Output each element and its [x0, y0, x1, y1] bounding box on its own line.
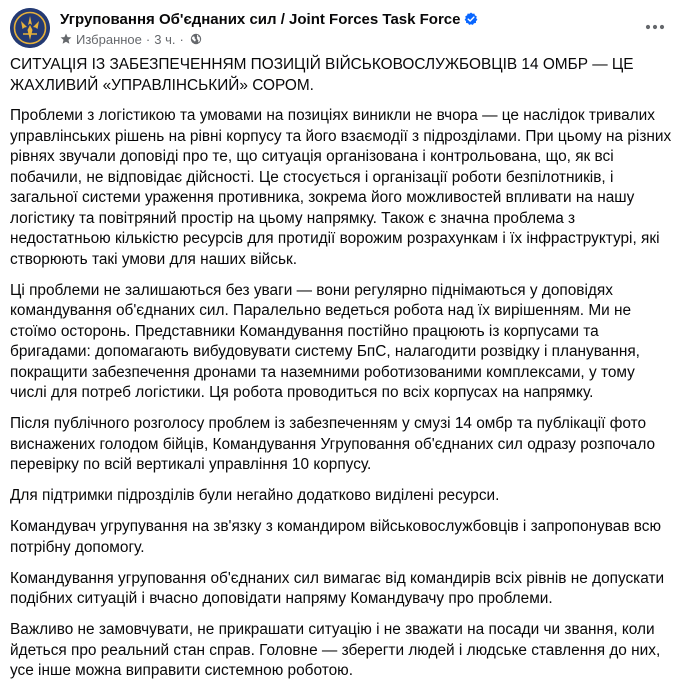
author-name[interactable]: Угруповання Об'єднаних сил / Joint Forces Task Force — [60, 10, 461, 28]
post-text — [10, 55, 672, 692]
favorites-label[interactable]: Избранное — [76, 31, 142, 47]
more-dots-icon — [645, 24, 665, 30]
post-paragraph: Для підтримки підрозділів були негайно додатково виділені ресурси. — [10, 487, 500, 504]
author-line — [60, 9, 478, 29]
post-paragraph: Командувач угрупування на зв'язку з командиром військовослужбовців і запропонував всю потрібну допомогу. — [10, 518, 662, 556]
post-header — [10, 8, 672, 50]
post-headline: СИТУАЦІЯ ІЗ ЗАБЕЗПЕЧЕННЯМ ПОЗИЦІЙ ВІЙСЬКОВОСЛУЖБОВЦІВ 14 ОМБР — ЦЕ ЖАХЛИВИЙ «УПРАВЛІНСЬКИЙ» СОРОМ. — [10, 56, 634, 94]
page-avatar[interactable] — [10, 8, 50, 48]
meta-separator-2: · — [179, 31, 184, 47]
verified-badge-icon — [464, 12, 478, 26]
globe-icon — [190, 33, 202, 45]
author-block — [60, 9, 478, 47]
more-options-button[interactable] — [638, 10, 672, 44]
meta-separator: · — [145, 31, 151, 47]
emblem-icon — [10, 8, 50, 48]
post-paragraph: Проблеми з логістикою та умовами на позиціях виникли не вчора — це наслідок тривалих управлінських рішень на рівні корпусу та його взаємодії з підрозділами. При цьому на різних рівнях звучали доповіді про те, що ситуація організована і контрольована, що, як всі побачили, не відповідає дійсності. Це стосується і організації роботи безпілотників, і загальної системи ураження противника, зокрема його можливостей впливати на нашу логістику та повітряний простір на цьому напрямку. Також є значна проблема з недостатньою кількістю ресурсів для протидії ворожим розрахункам і їх інфраструктурі, які створюють такі умови для наших військ. — [10, 107, 672, 268]
post-paragraph: Важливо не замовчувати, не прикрашати ситуацію і не зважати на посади чи звання, коли йдеться про реальний стан справ. Головне — зберегти людей і людське ставлення до них, усе інше можна виправити системною роботою. — [10, 621, 661, 679]
post-paragraph: Після публічного розголосу проблем із забезпеченням у смузі 14 омбр та публікації фото виснажених голодом бійців, Командування Угруповання об'єднаних сил одразу розпочало перевірку по всій вертикалі управління 10 корпусу. — [10, 415, 656, 473]
star-icon — [60, 33, 72, 45]
post-paragraph: Ці проблеми не залишаються без уваги — вони регулярно піднімаються у доповідях командування об'єднаних сил. Паралельно ведеться робота над їх вирішенням. Ми не стоїмо осторонь. Представники Командування постійно працюють із корпусами та бригадами: допомагають вибудовувати систему БпС, налагодити розвідку і планування, покращити забезпечення дронами та наземними роботизованими комплексами, у тому числі для потреб логістики. Ця робота проводиться по всіх корпусах на напрямку. — [10, 281, 640, 401]
post-meta — [60, 31, 478, 47]
post-paragraph: Командування угруповання об'єднаних сил вимагає від командирів всіх рівнів не допускати подібних ситуацій і вчасно доповідати напряму Командувачу про проблеми. — [10, 569, 665, 607]
post-timestamp[interactable]: 3 ч. — [154, 31, 176, 47]
